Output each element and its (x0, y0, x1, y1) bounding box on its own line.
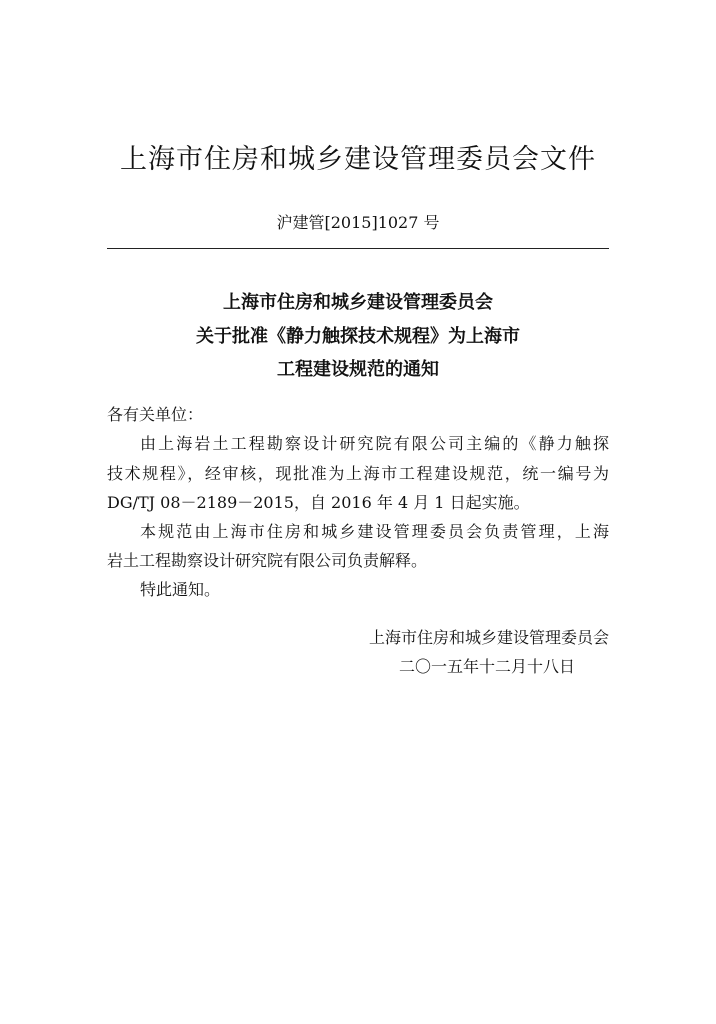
header-divider (107, 248, 609, 249)
notice-title-line-1: 上海市住房和城乡建设管理委员会 (223, 292, 493, 313)
notice-title-line-3: 工程建设规范的通知 (277, 359, 439, 380)
paragraph-2-line-2: 岩土工程勘察设计研究院有限公司负责解释。 (107, 551, 428, 570)
salutation: 各有关单位： (107, 405, 204, 424)
paragraph-1-line-1: 由上海岩土工程勘察设计研究院有限公司主编的《静力触探 (140, 434, 609, 453)
paragraph-1-line-3: DG/TJ 08－2189－2015，自 2016 年 4 月 1 日起实施。 (107, 493, 530, 512)
document-header-title: 上海市住房和城乡建设管理委员会文件 (120, 144, 596, 175)
notice-title-line-2: 关于批准《静力触探技术规程》为上海市 (196, 326, 520, 347)
signature-date: 二〇一五年十二月十八日 (398, 657, 575, 676)
signature-organization: 上海市住房和城乡建设管理委员会 (368, 628, 609, 647)
document-number: 沪建管[2015]1027 号 (276, 213, 440, 232)
paragraph-3: 特此通知。 (140, 580, 221, 599)
paragraph-2-line-1: 本规范由上海市住房和城乡建设管理委员会负责管理，上海 (140, 522, 609, 541)
paragraph-1-line-2: 技术规程》，经审核，现批准为上海市工程建设规范，统一编号为 (107, 464, 609, 483)
